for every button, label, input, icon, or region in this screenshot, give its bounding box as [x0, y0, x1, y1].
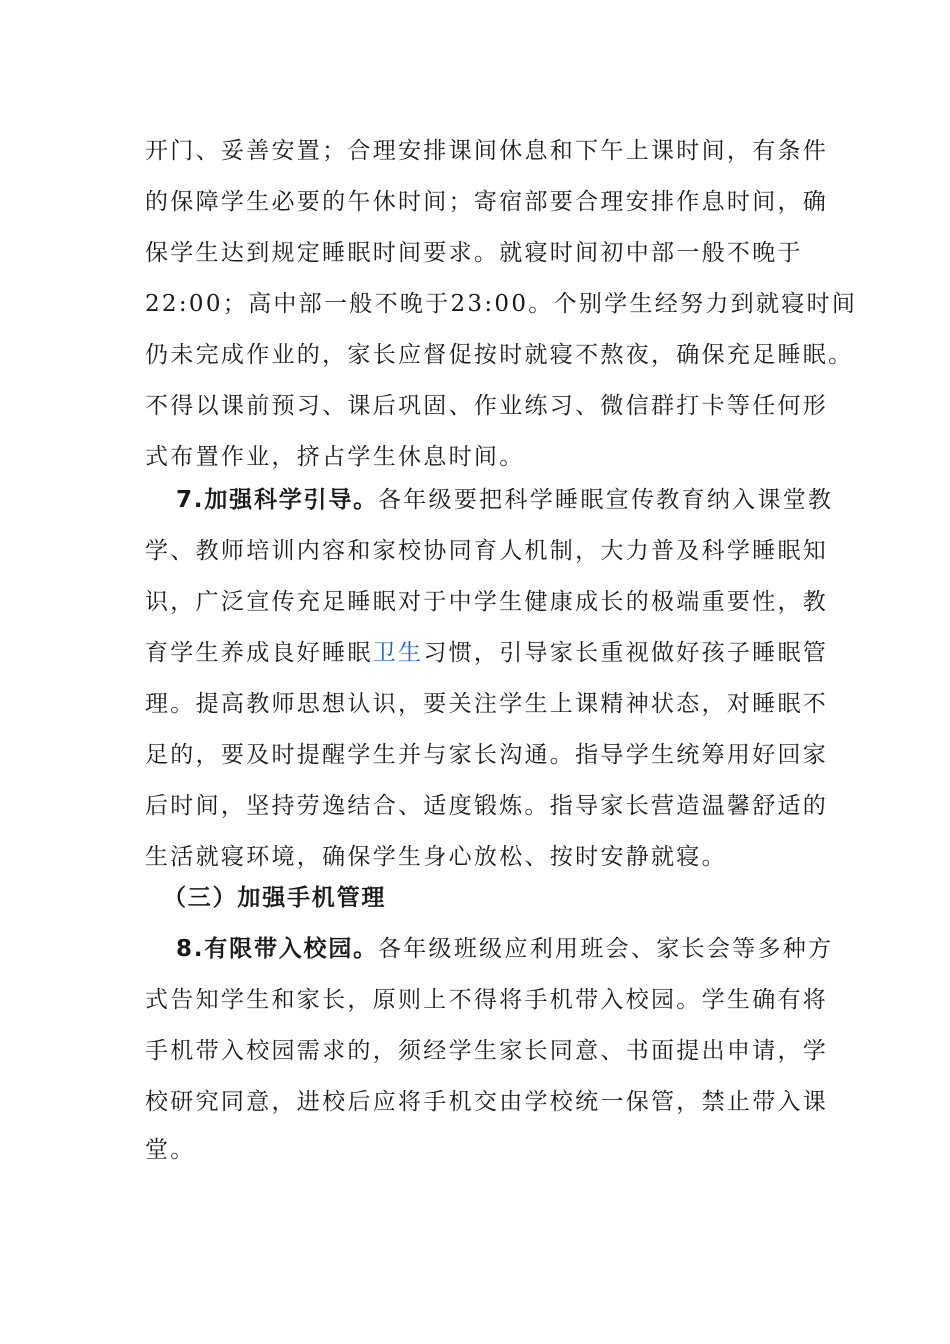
section-heading: （三）加强手机管理: [163, 885, 387, 911]
text-segment: 育学生养成良好睡眠: [145, 640, 373, 666]
text-line: 识，广泛宣传充足睡眠对于中学生健康成长的极端重要性，教: [145, 589, 829, 615]
text-line: 手机带入校园需求的，须经学生家长同意、书面提出申请，学: [145, 1038, 829, 1064]
text-segment: 各年级要把科学睡眠宣传教育纳入课堂教: [377, 487, 834, 513]
text-line: [145, 633, 829, 673]
text-line: 式告知学生和家长，原则上不得将手机带入校园。学生确有将: [145, 987, 829, 1013]
item-heading: 8.有限带入校园。: [176, 936, 378, 962]
paragraph-first-line: [176, 929, 834, 969]
text-line: 校研究同意，进校后应将手机交由学校统一保管，禁止带入课: [145, 1089, 829, 1115]
text-line: 后时间，坚持劳逸结合、适度锻炼。指导家长营造温馨舒适的: [145, 793, 829, 819]
text-line: 式布置作业，挤占学生休息时间。: [145, 444, 525, 470]
text-line: 开门、妥善安置；合理安排课间休息和下午上课时间，有条件: [145, 138, 829, 164]
text-line: 22:00；高中部一般不晚于23:00。个别学生经努力到就寝时间: [145, 291, 858, 317]
hyperlink-text[interactable]: 卫生: [372, 640, 424, 666]
text-segment: 习惯，引导家长重视做好孩子睡眠管: [423, 640, 829, 666]
text-line: 保学生达到规定睡眠时间要求。就寝时间初中部一般不晚于: [145, 240, 803, 266]
text-line: 不得以课前预习、课后巩固、作业练习、微信群打卡等任何形: [145, 393, 829, 419]
text-line: 仍未完成作业的，家长应督促按时就寝不熬夜，确保充足睡眠。: [145, 342, 854, 368]
text-line: 的保障学生必要的午休时间；寄宿部要合理安排作息时间，确: [145, 189, 829, 215]
item-heading: 7.加强科学引导。: [176, 487, 378, 513]
text-line: 生活就寝环境，确保学生身心放松、按时安静就寝。: [145, 844, 727, 870]
paragraph-first-line: [176, 480, 834, 520]
text-line: 理。提高教师思想认识，要关注学生上课精神状态，对睡眠不: [145, 691, 829, 717]
text-line: 足的，要及时提醒学生并与家长沟通。指导学生统筹用好回家: [145, 742, 829, 768]
text-segment: 各年级班级应利用班会、家长会等多种方: [377, 936, 834, 962]
text-line: 堂。: [145, 1137, 196, 1163]
text-line: 学、教师培训内容和家校协同育人机制，大力普及科学睡眠知: [145, 538, 829, 564]
